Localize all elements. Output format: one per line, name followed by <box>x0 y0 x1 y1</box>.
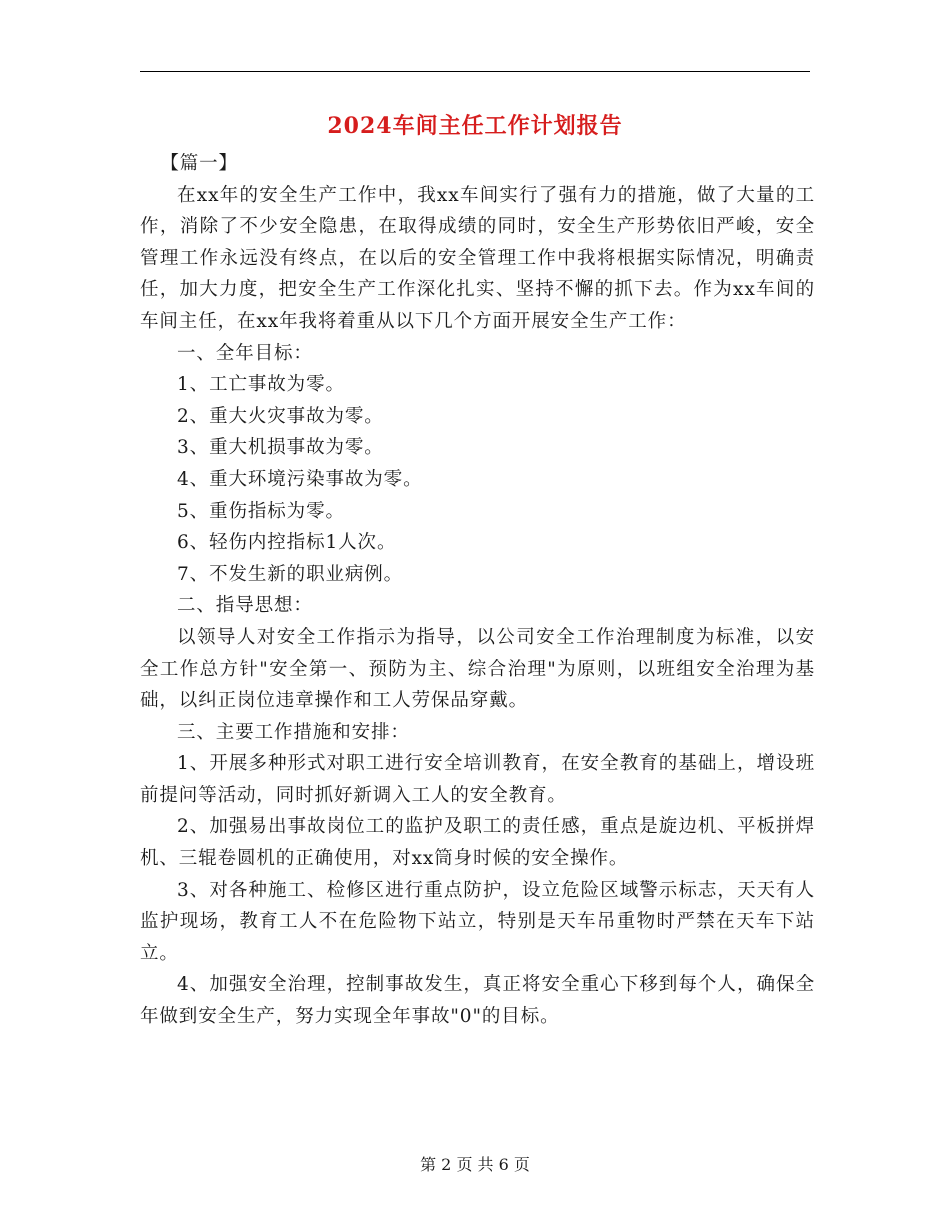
section-label: 【篇一】 <box>160 153 238 174</box>
paragraph-intro: 在xx年的安全生产工作中，我xx车间实行了强有力的措施，做了大量的工作，消除了不少安全隐患，在取得成绩的同时，安全生产形势依旧严峻，安全管理工作永远没有终点，在以后的安全管理工作中我将根据实际情况，明确责任，加大力度，把安全生产工作深化扎实、坚持不懈的抓下去。作为xx车间的车间主任，在xx年我将着重从以下几个方面开展安全生产工作： <box>140 184 815 332</box>
heading-annual-goals: 一、全年目标： <box>177 342 313 364</box>
document-body <box>140 148 815 1033</box>
measure-item: 2、加强易出事故岗位工的监护及职工的责任感，重点是旋边机、平板拼焊机、三辊卷圆机的正确使用，对xx筒身时候的安全操作。 <box>140 816 815 870</box>
heading-main-measures: 三、主要工作措施和安排： <box>177 721 410 743</box>
document-title: 2024车间主任工作计划报告 <box>327 113 623 139</box>
measure-item: 4、加强安全治理，控制事故发生，真正将安全重心下移到每个人，确保全年做到安全生产，努力实现全年事故"0"的目标。 <box>140 974 815 1028</box>
goal-item: 3、重大机损事故为零。 <box>177 437 384 459</box>
header-rule <box>140 71 810 72</box>
goal-item: 6、轻伤内控指标1人次。 <box>177 532 397 554</box>
page-number: 第 2 页 共 6 页 <box>420 1155 530 1174</box>
measure-item: 3、对各种施工、检修区进行重点防护，设立危险区域警示标志，天天有人监护现场，教育工人不在危险物下站立，特别是天车吊重物时严禁在天车下站立。 <box>140 879 815 964</box>
heading-guiding-ideology: 二、指导思想： <box>177 595 313 617</box>
goal-item: 4、重大环境污染事故为零。 <box>177 468 423 490</box>
paragraph-guiding-ideology: 以领导人对安全工作指示为指导，以公司安全工作治理制度为标准，以安全工作总方针"安全第一、预防为主、综合治理"为原则，以班组安全治理为基础，以纠正岗位违章操作和工人劳保品穿戴。 <box>140 626 815 712</box>
goal-item: 2、重大火灾事故为零。 <box>177 405 384 427</box>
measure-item: 1、开展多种形式对职工进行安全培训教育，在安全教育的基础上，增设班前提问等活动，同时抓好新调入工人的安全教育。 <box>140 753 815 806</box>
goal-item: 1、工亡事故为零。 <box>177 374 345 396</box>
goal-item: 7、不发生新的职业病例。 <box>177 563 404 585</box>
goal-item: 5、重伤指标为零。 <box>177 500 345 522</box>
